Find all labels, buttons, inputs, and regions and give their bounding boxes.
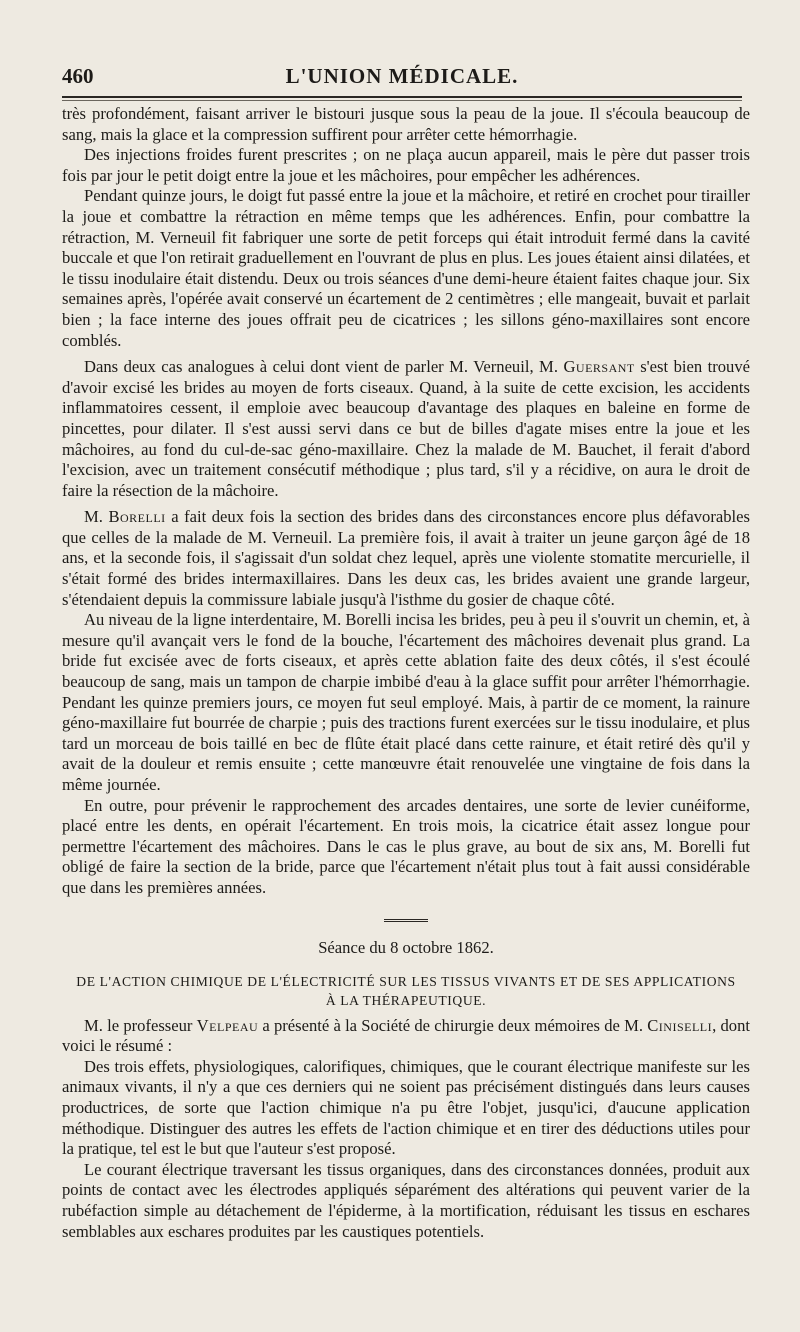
section-separator xyxy=(384,919,428,924)
paragraph-velpeau: M. le professeur Velpeau a présenté à la Société de chirurgie deux mémoires de M. Ciniselli, dont voici le résumé : xyxy=(62,1015,750,1056)
paragraph: En outre, pour prévenir le rapprochement des arcades dentaires, une sorte de levier cunéiforme, placé entre les dents, en opérait l'écartement. En trois mois, la cicatrice était assez longue pour permettre l'écartement des mâchoires. Dans le cas le plus grave, au bout de six ans, M. Borelli fut obligé de faire la section de la bride, parce que l'écartement n'était plus tout à fait aussi considérable que dans les premières années. xyxy=(62,795,750,897)
section-title-line1: DE L'ACTION CHIMIQUE DE L'ÉLECTRICITÉ SUR LES TISSUS VIVANTS ET DE SES APPLICATIONS xyxy=(76,973,736,989)
paragraph: Au niveau de la ligne interdentaire, M. Borelli incisa les brides, peu à peu il s'ouvrit un chemin, et, à mesure qu'il avançait vers le fond de la bouche, l'écartement des mâchoires devenait plus grand. La bride fut excisée avec de forts ciseaux, et après cette ablation faite des deux côtés, il s'est écoulé beaucoup de sang, mais un tampon de charpie imbibé d'eau à la glace suffit pour arrêter l'hémorrhagie. Pendant les quinze premiers jours, ce moyen fut seul employé. Mais, à partir de ce moment, la rainure géno-maxillaire fut bourrée de charpie ; puis des tractions furent exercées sur le tissu inodulaire, et plus tard un morceau de bois taillé en bec de flûte était placé dans cette rainure, et était retiré dès qu'il y avait de la douleur et remis ensuite ; cette manœuvre était renouvelée une vingtaine de fois dans la même journée. xyxy=(62,610,750,794)
paragraph: Pendant quinze jours, le doigt fut passé entre la joue et la mâchoire, et retiré en crochet pour tirailler la joue et combattre la rétraction en même temps que les adhérences. Enfin, pour combattre la rétraction, M. Verneuil fit fabriquer une sorte de petit forceps qui était introduit fermé dans la cavité buccale et que l'on retirait graduellement en l'ouvrant de plus en plus. Les joues étaient ainsi dilatées, et le tissu inodulaire était distendu. Deux ou trois séances d'une demi-heure étaient faites chaque jour. Six semaines après, l'opérée avait conservé un écartement de 2 centimètres ; elle mangeait, buvait et parlait bien ; la face interne des joues offrait peu de cicatrices ; les sillons géno-maxillaires sont encore comblés. xyxy=(62,186,750,350)
author-name: Ciniselli xyxy=(647,1015,713,1035)
seance-heading: Séance du 8 octobre 1862. xyxy=(318,937,494,957)
author-name: Guersant xyxy=(563,357,635,377)
author-name: Velpeau xyxy=(196,1015,259,1035)
header-rule xyxy=(62,96,742,98)
header-rule-thin xyxy=(62,100,742,101)
paragraph: très profondément, faisant arriver le bistouri jusque sous la peau de la joue. Il s'écoula beaucoup de sang, mais la glace et la compression suffirent pour arrêter cette hémorrhagie. xyxy=(62,104,750,144)
running-title: L'UNION MÉDICALE. xyxy=(285,64,519,88)
page-number: 460 xyxy=(62,64,94,88)
author-name: Borelli xyxy=(108,507,166,527)
paragraph: Des injections froides furent prescrites ; on ne plaça aucun appareil, mais le père dut passer trois fois par jour le petit doigt entre la joue et les mâchoires, pour empêcher les adhérences. xyxy=(62,145,750,185)
section-title-line2: À LA THÉRAPEUTIQUE. xyxy=(325,992,487,1008)
section-title xyxy=(62,972,750,1010)
paragraph: Le courant électrique traversant les tissus organiques, dans des circonstances données, produit aux points de contact avec les électrodes appliqués séparément des altérations qui peuvent varier de la rubéfaction simple au détachement de l'épiderme, à la mortification, réduisant les tissus en eschares semblables aux eschares produites par les caustiques potentiels. xyxy=(62,1159,750,1241)
page-header xyxy=(62,58,742,88)
article-body xyxy=(62,104,750,1242)
paragraph-guersant: Dans deux cas analogues à celui dont vient de parler M. Verneuil, M. Guersant s'est bien trouvé d'avoir excisé les brides au moyen de forts ciseaux. Quand, à la suite de cette excision, les accidents inflammatoires cessent, il emploie avec beaucoup d'avantage des plaques en baleine en forme de pincettes, pour dilater. Il s'est aussi servi dans ce but de billes d'agate mises entre la joue et les mâchoires, au fond du cul-de-sac géno-maxillaire. Chez la malade de M. Bauchet, il ferait d'abord l'excision, avec un traitement consécutif méthodique ; plus tard, s'il y a récidive, on aura le droit de faire la résection de la mâchoire. xyxy=(62,357,750,500)
paragraph-borelli: M. Borelli a fait deux fois la section des brides dans des circonstances encore plus défavorables que celles de la malade de M. Verneuil. La première fois, il avait à traiter un jeune garçon âgé de 18 ans, et la seconde fois, il s'agissait d'un soldat chez lequel, après une violente stomatite mercurielle, il s'était formé des brides intermaxillaires. Dans les deux cas, les brides avaient une grande largeur, s'étendaient depuis la commissure labiale jusqu'à l'isthme du gosier de chaque côté. xyxy=(62,507,750,609)
paragraph: Des trois effets, physiologiques, calorifiques, chimiques, que le courant électrique manifeste sur les animaux vivants, il n'y a que ces derniers qui ne soient pas précisément distingués dans leurs causes productrices, de sorte que l'action chimique n'a pu être l'objet, jusqu'ici, d'aucune application méthodique. Distinguer des autres les effets de l'action chimique et en tirer des déductions utiles pour la pratique, tel est le but que l'auteur s'est proposé. xyxy=(62,1056,750,1159)
